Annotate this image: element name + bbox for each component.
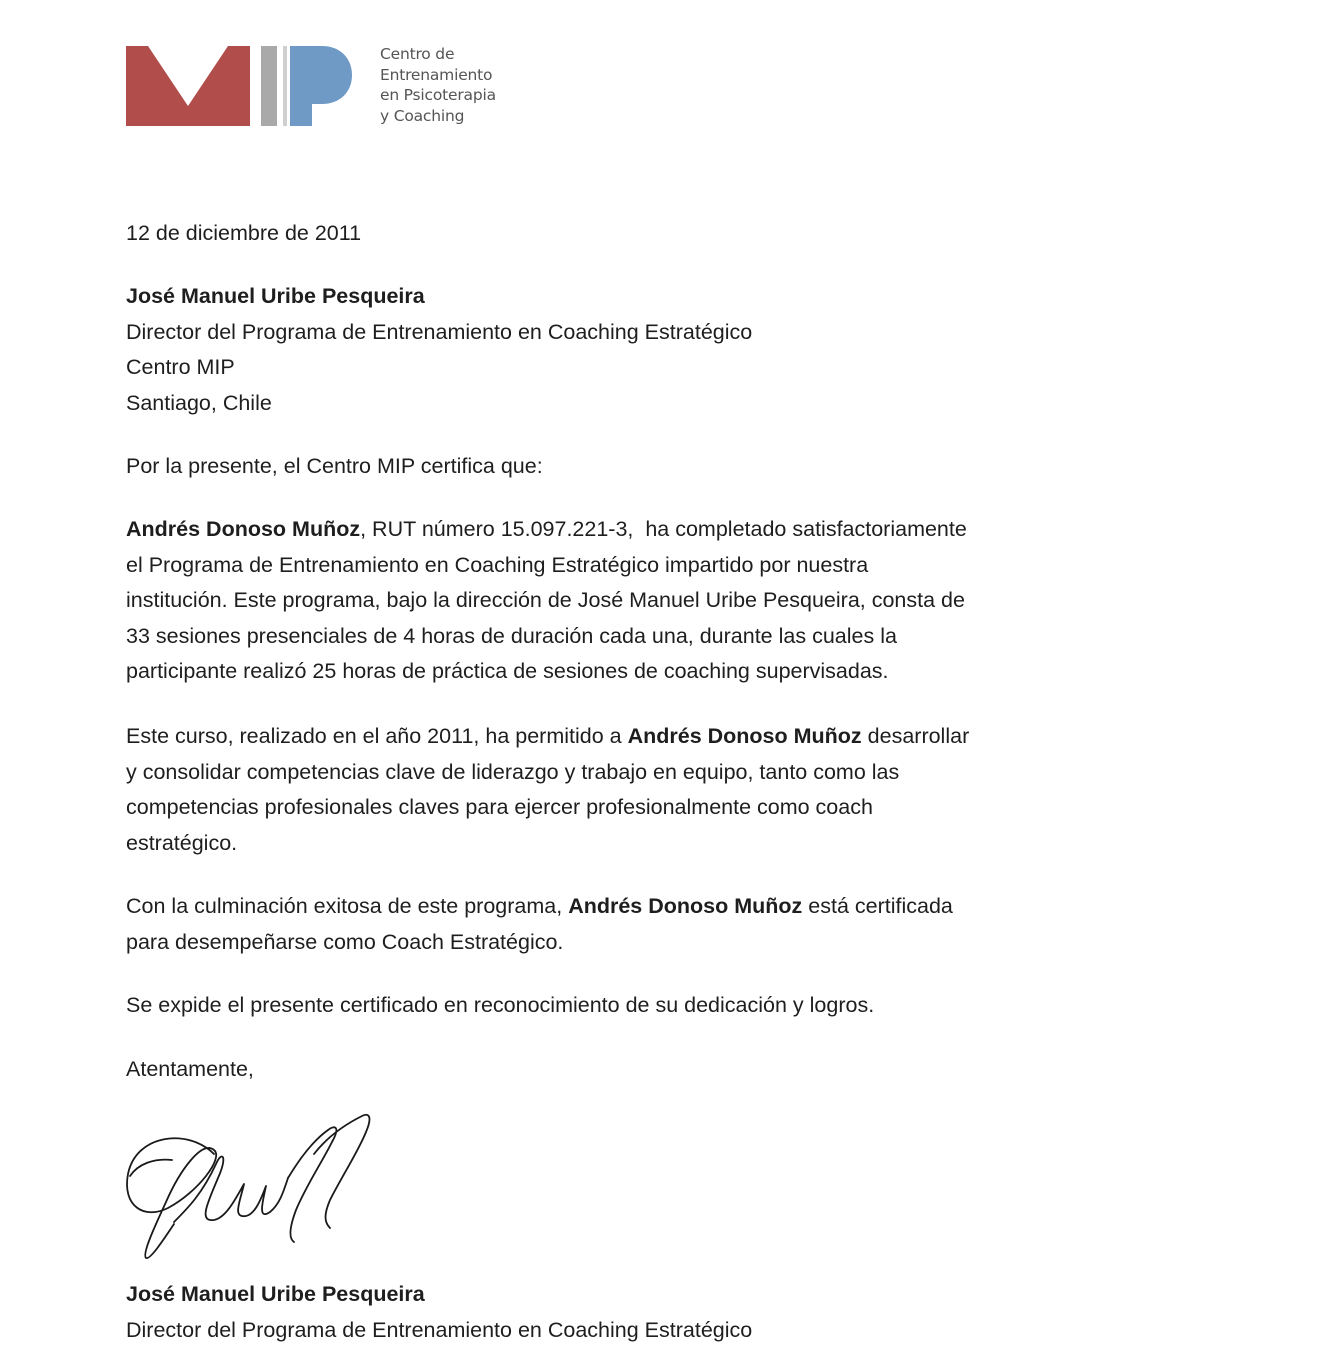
logo-letter-m: [126, 46, 250, 126]
closing: Atentamente,: [126, 1057, 254, 1081]
sender-org: Centro MIP: [126, 355, 235, 379]
logo-tagline-line: Centro de: [380, 45, 455, 63]
recipient-name: Andrés Donoso Muñoz: [627, 724, 862, 748]
logo-letter-i-bar-2: [283, 46, 287, 126]
paragraph-line: para desempeñarse como Coach Estratégico.: [126, 929, 564, 954]
logo-letter-p: [290, 46, 352, 126]
logo-tagline: [380, 44, 496, 126]
competencies-paragraph: [126, 719, 1056, 861]
signatory-block: [126, 1277, 1056, 1348]
signatory-name: José Manuel Uribe Pesqueira: [126, 1282, 425, 1306]
handwritten-signature: [118, 1110, 388, 1270]
paragraph-text: Este curso, realizado en el año 2011, ha permitido a: [126, 724, 628, 748]
mip-logo: [126, 44, 526, 128]
paragraph-line: el Programa de Entrenamiento en Coaching Estratégico impartido por nuestra: [126, 552, 869, 577]
logo-tagline-line: y Coaching: [380, 106, 465, 125]
logo-tagline-line: Entrenamiento: [380, 65, 493, 84]
recipient-name: Andrés Donoso Muñoz: [126, 517, 361, 541]
logo-tagline-line: en Psicoterapia: [380, 86, 496, 104]
paragraph-text: desarrollar: [861, 724, 970, 748]
certification-paragraph: [126, 512, 1056, 690]
intro-paragraph: Por la presente, el Centro MIP certifica que:: [126, 454, 543, 478]
sender-name: José Manuel Uribe Pesqueira: [126, 284, 425, 308]
sender-block: [126, 279, 1056, 421]
paragraph-text: Con la culminación exitosa de este programa,: [126, 894, 569, 918]
issuance-paragraph: Se expide el presente certificado en reconocimiento de su dedicación y logros.: [126, 993, 875, 1017]
recipient-name: Andrés Donoso Muñoz: [568, 894, 803, 918]
paragraph-line: participante realizó 25 horas de práctica de sesiones de coaching supervisadas.: [126, 659, 889, 683]
paragraph-text: está certificada: [802, 894, 953, 918]
paragraph-line: competencias profesionales claves para ejercer profesionalmente como coach: [126, 795, 873, 819]
culmination-paragraph: [126, 889, 1056, 960]
sender-city: Santiago, Chile: [126, 390, 272, 415]
paragraph-line: estratégico.: [126, 830, 238, 855]
sender-title: Director del Programa de Entrenamiento en Coaching Estratégico: [126, 319, 753, 344]
paragraph-line: 33 sesiones presenciales de 4 horas de duración cada una, durante las cuales la: [126, 623, 897, 648]
signatory-title: Director del Programa de Entrenamiento en Coaching Estratégico: [126, 1317, 753, 1342]
rut-text: , RUT número 15.097.221-3, ha completado satisfactoriamente: [360, 517, 967, 541]
paragraph-line: institución. Este programa, bajo la dirección de José Manuel Uribe Pesqueira, consta de: [126, 588, 965, 612]
letter-date: 12 de diciembre de 2011: [126, 221, 362, 245]
paragraph-line: y consolidar competencias clave de liderazgo y trabajo en equipo, tanto como las: [126, 759, 900, 784]
mip-logo-mark: [126, 44, 366, 128]
logo-letter-i-bar-1: [261, 46, 277, 126]
